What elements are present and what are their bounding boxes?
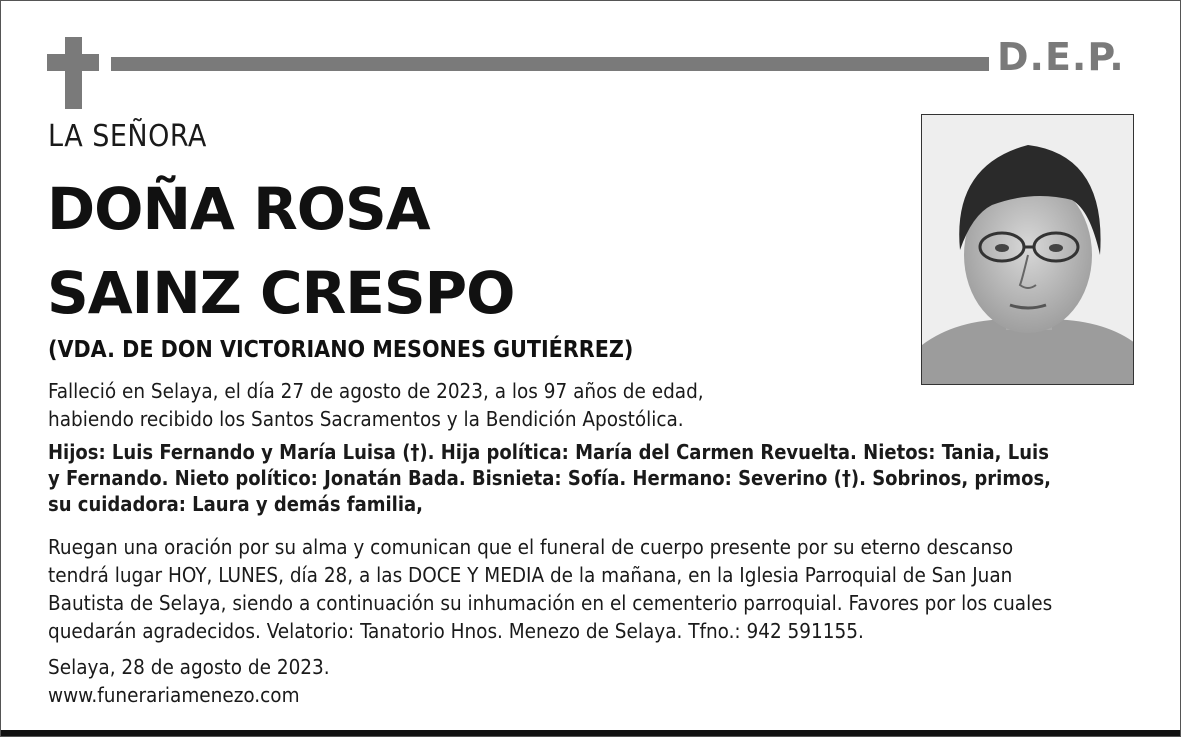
widow-of: (VDA. DE DON VICTORIANO MESONES GUTIÉRREZ) <box>48 337 634 363</box>
family-line: su cuidadora: Laura y demás familia, <box>48 492 423 516</box>
website-link[interactable]: www.funerariamenezo.com <box>48 683 300 707</box>
death-notice-paragraph <box>48 377 808 433</box>
funeral-line: tendrá lugar HOY, LUNES, día 28, a las DOCE Y MEDIA de la mañana, en la Iglesia Parroquial de San Juan <box>48 563 1013 587</box>
funeral-line: quedarán agradecidos. Velatorio: Tanatorio Hnos. Menezo de Selaya. Tfno.: 942 591155. <box>48 619 864 643</box>
deceased-name-line2: SAINZ CRESPO <box>47 259 515 327</box>
portrait-photo <box>921 114 1134 385</box>
funeral-paragraph <box>48 533 1148 645</box>
family-line: y Fernando. Nieto político: Jonatán Bada. Bisnieta: Sofía. Hermano: Severino (†). Sobrinos, primos, <box>48 466 1052 490</box>
bottom-border <box>1 730 1180 736</box>
death-notice-line: Falleció en Selaya, el día 27 de agosto de 2023, a los 97 años de edad, <box>48 379 704 403</box>
footer <box>48 653 648 709</box>
death-notice-line: habiendo recibido los Santos Sacramentos y la Bendición Apostólica. <box>48 407 684 431</box>
family-line: Hijos: Luis Fernando y María Luisa (†). Hija política: María del Carmen Revuelta. Nietos: Tania, Luis <box>48 440 1049 464</box>
funeral-line: Bautista de Selaya, siendo a continuación su inhumación en el cementerio parroquial. Favores por los cuales <box>48 591 1053 615</box>
dep-heading: D.E.P. <box>997 35 1125 79</box>
place-date: Selaya, 28 de agosto de 2023. <box>48 655 330 679</box>
header-rule <box>111 57 989 71</box>
cross-icon-bar <box>47 54 99 71</box>
intro-label: LA SEÑORA <box>48 119 207 154</box>
funeral-line: Ruegan una oración por su alma y comunican que el funeral de cuerpo presente por su eterno descanso <box>48 535 1014 559</box>
family-paragraph <box>48 439 1108 517</box>
cross-icon <box>65 37 82 109</box>
deceased-name-line1: DOÑA ROSA <box>47 175 430 243</box>
deceased-name <box>47 167 514 335</box>
